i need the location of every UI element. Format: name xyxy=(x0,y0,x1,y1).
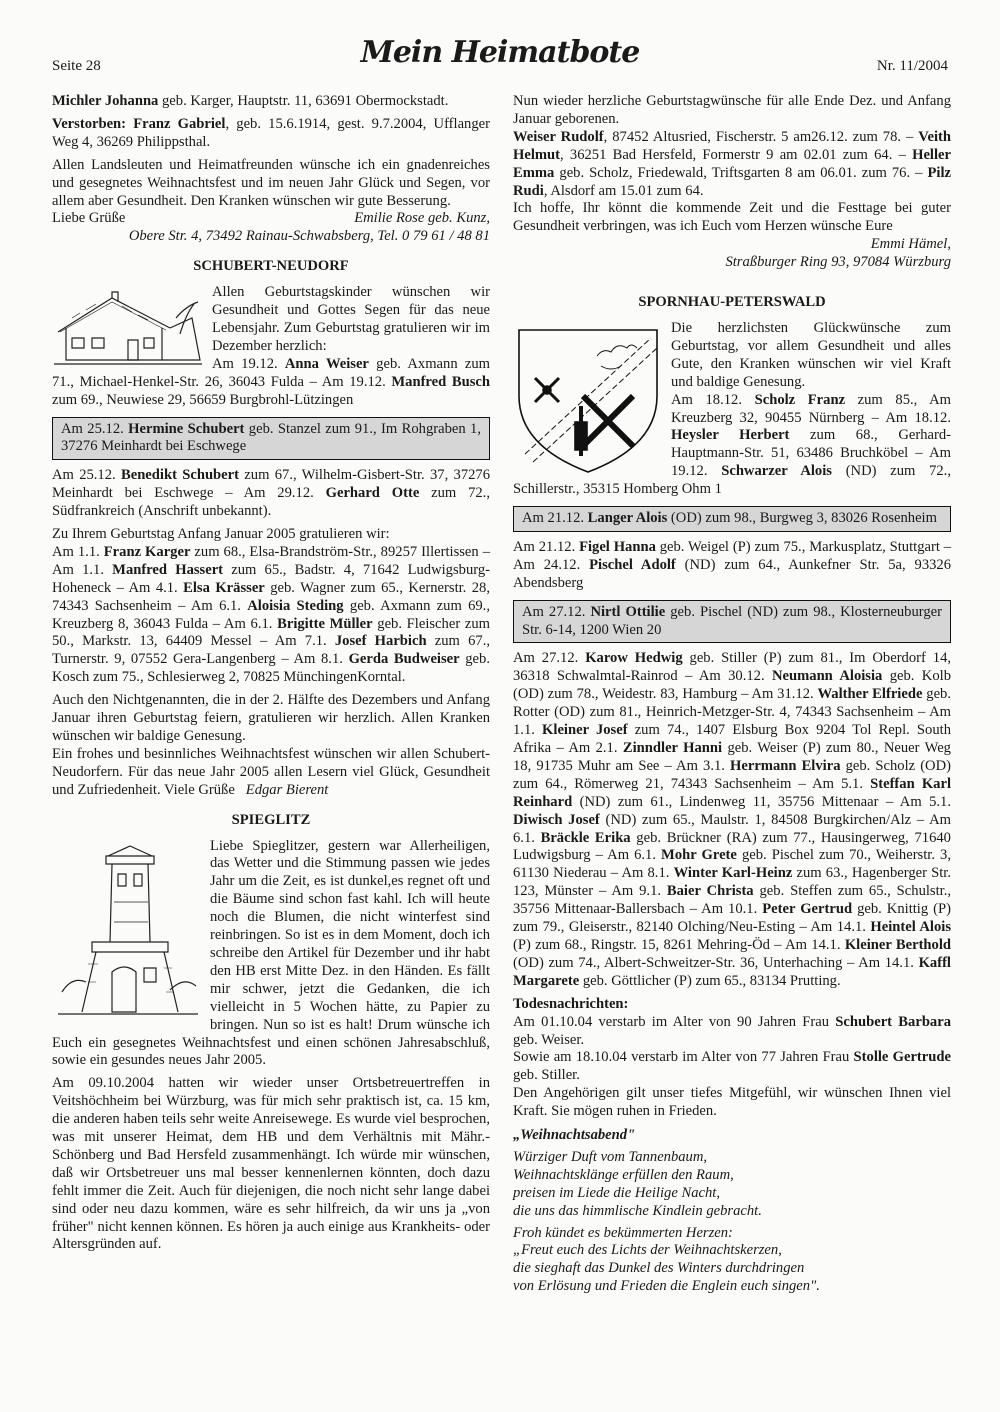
masthead-logo: Mein Heimatbote xyxy=(360,35,640,70)
page-number: Seite 28 xyxy=(52,58,101,74)
poem-line: Froh kündet es bekümmerten Herzen: xyxy=(513,1224,733,1241)
highlight-box-langer: Am 21.12. Langer Alois (OD) zum 98., Burgweg 3, 83026 Rosenheim xyxy=(513,506,951,532)
poem-line: die uns das himmlische Kindlein gebracht. xyxy=(513,1202,762,1219)
right-column xyxy=(513,93,951,1296)
nun-wieder-paragraph: Nun wieder herzliche Geburtstagwünsche für alle Ende Dez. und Anfang Januar geborenen. xyxy=(513,93,951,127)
spornhau-dec-list: Am 18.12. Scholz Franz zum 85., Am Kreuzberg 32, 90455 Nürnberg – Am 18.12. Heysler Herbert zum 68., Gerhard-Hauptmann-Str. 51, 63486 Bruchköbel – Am 19.12. Schwarzer Alois (ND) zum 72., Schillerstr., 35315 Homberg Ohm 1 xyxy=(513,391,951,498)
spornhau-dec-list-2: Am 21.12. Figel Hanna geb. Weigel (P) zum 75., Markusplatz, Stuttgart – Am 24.12. Pischel Adolf (ND) zum 64., Aunkefner Str. 5a, 93326 Abendsberg xyxy=(513,538,952,591)
poem-line: Würziger Duft vom Tannenbaum, xyxy=(513,1148,708,1165)
poem-line: „Freut euch des Lichts der Weihnachtskerzen, xyxy=(513,1242,782,1259)
highlight-box-hermine: Am 25.12. Hermine Schubert geb. Stanzel zum 91., Im Rohgraben 1, 37276 Meinhardt bei Eschwege xyxy=(52,417,490,461)
hersfeld-list: Weiser Rudolf, 87452 Altusried, Fischerstr. 5 am26.12. zum 78. – Veith Helmut, 36251 Bad Hersfeld, Formerstr 9 am 02.01 zum 64. – Heller Emma geb. Scholz, Friedewald, Triftsgarten 8 am 06.01. zum 76. – Pilz Rudi, Alsdorf am 15.01 zum 64. xyxy=(513,128,951,199)
spieglitz-section xyxy=(52,838,490,1071)
tower-illustration xyxy=(52,842,202,1020)
entry-verstorben: Verstorben: Franz Gabriel, geb. 15.6.1914, gest. 9.7.2004, Ufflanger Weg 4, 36269 Philippsthal. xyxy=(52,115,490,150)
schubert-dec-list-2: Am 25.12. Benedikt Schubert zum 67., Wilhelm-Gisbert-Str. 37, 37276 Meinhardt bei Eschwege – Am 29.12. Gerhard Otte zum 72., Südfrankreich (Anschrift unbekannt). xyxy=(52,467,491,520)
poem-stanza-1 xyxy=(513,1149,951,1221)
farmhouse-illustration xyxy=(52,288,204,366)
schubert-intro: Allen Geburtstagskinder wünschen wir Gesundheit und Gottes Segen für das neue Lebensjahr. Zum Geburtstag gratulieren wir im Dezember herzlich: xyxy=(212,284,490,354)
january-intro: Zu Ihrem Geburtstag Anfang Januar 2005 gratulieren wir: xyxy=(52,526,390,543)
poem-title: „Weihnachtsabend" xyxy=(513,1127,636,1144)
spornhau-intro: Die herzlichsten Glückwünsche zum Geburtstag, vor allem Gesundheit und alles Gute, den Kranken wünschen wir viel Kraft und baldige Genesung. xyxy=(671,319,951,390)
spornhau-section xyxy=(513,320,951,499)
condolence-paragraph: Den Angehörigen gilt unser tiefes Mitgefühl, wir wünschen Ihnen viel Kraft. Sie mögen ruhen in Frieden. xyxy=(513,1085,951,1120)
nichtgenannten-paragraph: Auch den Nichtgenannten, die in der 2. Hälfte des Dezembers und Anfang Januar ihren Geburtstag feiern, gratulieren wir herzlich. Allen Kranken wünschen wir baldige Genesung. xyxy=(52,692,490,744)
entry-michler: Michler Johanna geb. Karger, Hauptstr. 11, 63691 Obermockstadt. xyxy=(52,93,449,109)
poem-line: Weihnachtsklänge erfüllen den Raum, xyxy=(513,1166,734,1183)
signature-address-2: Straßburger Ring 93, 97084 Würzburg xyxy=(725,254,951,271)
poem-line: von Erlösung und Frieden die Englein euch singen". xyxy=(513,1278,820,1295)
signature-address: Obere Str. 4, 73492 Rainau-Schwabsberg, Tel. 0 79 61 / 48 81 xyxy=(128,228,490,245)
todesnachrichten-title: Todesnachrichten: xyxy=(513,995,629,1012)
death-notice-1: Am 01.10.04 verstarb im Alter von 90 Jahren Frau Schubert Barbara geb. Weiser. xyxy=(513,1013,951,1048)
poem-stanza-2 xyxy=(513,1225,951,1297)
wishes-paragraph: Allen Landsleuten und Heimatfreunden wünsche ich ein gnadenreiches und gesegnetes Weihnachtsfest und im neuen Jahr Glück und Segen, vor allem aber Gesundheit. Den Kranken wünschen wir gute Besserung. xyxy=(52,156,490,209)
spieglitz-letter: Liebe Spieglitzer, gestern war Allerheiligen, das Wetter und die Stimmung passen wie jedes Jahr um die Zeit, es ist dunkel,es regnet oft und die Bäume sind schon fast kahl. Ich will heute noch die Blumen, die nicht winterfest sind reinbringen. So ist es in dem Moment, doch ich schreibe den Artikel für Dezember und ihr habt den HB erst Mitte Dez. in den Händen. Es fällt mir schwer, jetzt die Gedanken, die ich vielleicht in 5 Wochen hätte, zu Papier zu bringen. Nun so ist es halt! Drum wünsche ich Euch ein gesegnetes Weihnachtsfest und einen schönen Jahresabschluß, sowie ein gesundes neues Jahr 2005. xyxy=(52,837,490,1069)
frohes-paragraph: Ein frohes und besinnliches Weihnachtsfest wünschen wir allen Schubert-Neudorfern. Für das neue Jahr 2005 allen Lesern viel Glück, Gesundheit und Zufriedenheit. Viele Grüße Edgar Bierent xyxy=(52,745,490,798)
highlight-box-nirtl: Am 27.12. Nirtl Ottilie geb. Pischel (ND) zum 98., Klosterneuburger Str. 6-14, 1200 Wien 20 xyxy=(513,600,951,644)
section-title-schubert-neudorf: SCHUBERT-NEUDORF xyxy=(193,258,349,275)
poem-line: die sieghaft das Dunkel des Winters durchdringen xyxy=(513,1260,805,1277)
section-title-spieglitz: SPIEGLITZ xyxy=(231,811,311,828)
hoffe-paragraph: Ich hoffe, Ihr könnt die kommende Zeit und die Festtage bei guter Gesundheit verbringen, was ich Euch vom Herzen wünsche Eure xyxy=(513,200,951,235)
ortsbetreuertreffen-paragraph: Am 09.10.2004 hatten wir wieder unser Ortsbetreuertreffen in Veitshöchheim bei Würzburg, was für mich sehr praktisch ist, ca. 15 km, die anderen haben teils sehr weite Anreisewege. Es wurde viel besprochen, was mit unserer Heimat, dem HB und dem Verhältnis mit Mähr.-Schönberg und Bad Hersfeld zusammenhängt. Ich würde mir wünschen, daß wir Ortsbetreuer uns mal besser kennenlernen könnten, doch dazu fehlt immer die Zeit. Auch für diejenigen, die noch nicht sehr lange dabei sind oder neu dazu kommen, wäre es sehr hilfreich, da wir uns ja „von früher" nicht kennen können. Es hören ja auch einige aus Krankheits- oder Altersgründen auf. xyxy=(52,1075,490,1253)
issue-number: Nr. 11/2004 xyxy=(876,58,948,74)
page-header xyxy=(52,35,948,88)
schubert-section xyxy=(52,284,490,409)
signature-name: Emmi Hämel, xyxy=(870,236,951,253)
january-list: Am 1.1. Franz Karger zum 68., Elsa-Brandström-Str., 89257 Illertissen – Am 1.1. Manfred Hassert zum 65., Badstr. 4, 71642 Ludwigsburg-Hoheneck – Am 4.1. Elsa Krässer geb. Wagner zum 65., Kernerstr. 28, 74343 Sachsenheim – Am 6.1. Aloisia Steding geb. Axmann zum 69., Kreuzberg 8, 36043 Fulda – Am 6.1. Brigitte Müller geb. Fleischer zum 50., Markstr. 13, 64409 Messel – Am 7.1. Josef Harbich zum 67., Turnerstr. 9, 07552 Gera-Langenberg – Am 8.1. Gerda Budweiser geb. Kosch zum 75., Schlesierweg 2, 70825 MünchingenKorntal. xyxy=(52,543,491,686)
signature-line: Liebe Grüße Emilie Rose geb. Kunz, xyxy=(52,210,490,227)
poem-line: preisen im Liede die Heilige Nacht, xyxy=(513,1184,720,1201)
schubert-dec-list: Am 19.12. Anna Weiser geb. Axmann zum 71., Michael-Henkel-Str. 26, 36043 Fulda – Am 19.12. Manfred Busch zum 69., Neuwiese 29, 56659 Burgbrohl-Lützingen xyxy=(52,355,490,408)
coat-of-arms-emblem xyxy=(513,326,663,476)
left-column xyxy=(52,93,490,1259)
section-title-spornhau: SPORNHAU-PETERSWALD xyxy=(638,294,826,311)
death-notice-2: Sowie am 18.10.04 verstarb im Alter von 77 Jahren Frau Stolle Gertrude geb. Stiller. xyxy=(513,1049,951,1084)
spornhau-jan-list: Am 27.12. Karow Hedwig geb. Stiller (P) zum 81., Im Oberdorf 14, 36318 Schwalmtal-Rainrod – Am 30.12. Neumann Aloisia geb. Kolb (OD) zum 78., Weidestr. 83, Hamburg – Am 31.12. Walther Elfriede geb. Rotter (OD) zum 81., Heinrich-Metzger-Str. 4, 74343 Sachsenheim – Am 1.1. Kleiner Josef zum 74., 1407 Elsburg Box 9204 Tol Repl. South Afrika – Am 2.1. Zinndler Hanni geb. Weiser (P) zum 80., Neuer Weg 18, 91735 Muhr am See – Am 3.1. Herrmann Elvira geb. Scholz (OD) zum 64., Römerweg 21, 74343 Sachsenheim – Am 5.1. Steffan Karl Reinhard (ND) zum 61., Lindenweg 11, 35756 Mittenaar – Am 5.1. Diwisch Josef (ND) zum 65., Maulstr. 1, 84508 Burgkirchen/Alz – Am 6.1. Bräckle Erika geb. Brückner (RA) zum 77., Hausingerweg, 71640 Ludwigsburg – Am 6.1. Mohr Grete geb. Pischel zum 70., Weiherstr. 3, 61130 Niederau – Am 8.1. Winter Karl-Heinz zum 63., Hagenberger Str. 123, Münster – Am 9.1. Baier Christa geb. Steffen zum 65., Schulstr., 35756 Mittenaar-Ballersbach – Am 10.1. Peter Gertrud geb. Knittig (P) zum 79., Gleiserstr., 82140 Olching/Neu-Esting – Am 14.1. Heintel Alois (P) zum 68., Ringstr. 15, 8261 Mehring-Öd – Am 14.1. Kleiner Berthold (OD) zum 74., Albert-Schweitzer-Str. 36, Unterhaching – Am 14.1. Kaffl Margarete geb. Göttlicher (P) zum 65., 83134 Prutting. xyxy=(513,650,952,989)
